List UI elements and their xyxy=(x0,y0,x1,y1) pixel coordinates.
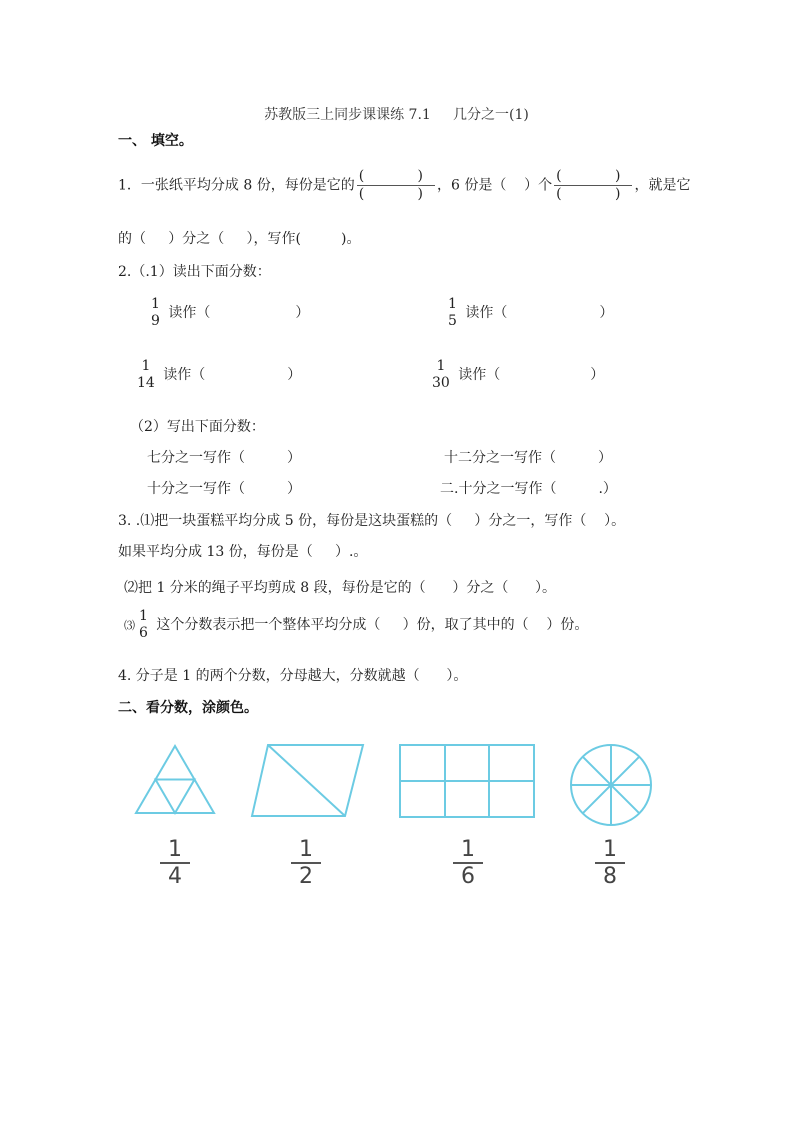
read-item-1[interactable]: 1 9 读作（ ） xyxy=(151,296,310,329)
question-1-text-c: ，就是它 xyxy=(634,177,691,194)
fraction-1-6: 1 6 xyxy=(139,608,148,641)
write-item-1[interactable]: 七分之一写作（ ） xyxy=(147,450,301,466)
triangle-shape[interactable] xyxy=(136,746,214,813)
question-2-sub2-label: （2）写出下面分数： xyxy=(130,419,265,435)
read-item-2[interactable]: 1 5 读作（ ） xyxy=(448,296,614,329)
write-item-4[interactable]: 二.十分之一写作（ .） xyxy=(440,481,617,497)
blank-fraction-2[interactable]: $\frac{( )}{( )}$ xyxy=(556,168,631,202)
question-3-line-4[interactable]: ⑶ 1 6 这个分数表示把一个整体平均分成（ ）份，取了其中的（ ）份。 xyxy=(124,608,589,641)
page-title: 苏教版三上同步课课练 7.1 几分之一(1) xyxy=(264,107,529,123)
blank-fraction-1[interactable]: $\frac{( )}{( )}$ xyxy=(358,168,433,202)
write-item-2[interactable]: 十二分之一写作（ ） xyxy=(444,450,612,466)
fraction-1-14: 1 14 xyxy=(137,358,155,391)
question-4[interactable]: 4. 分子是 1 的两个分数，分母越大，分数就越（ ）。 xyxy=(118,668,468,684)
parallelogram-shape[interactable] xyxy=(252,745,363,816)
fraction-1-5: 1 5 xyxy=(448,296,457,329)
circle-shape[interactable] xyxy=(571,745,651,825)
write-item-3[interactable]: 十分之一写作（ ） xyxy=(147,481,301,497)
shape-fraction-1-8: 1 8 xyxy=(595,838,625,888)
question-2-label: 2.（.1）读出下面分数： xyxy=(118,264,271,280)
question-3-line-3[interactable]: ⑵把 1 分米的绳子平均剪成 8 段，每份是它的（ ）分之（ ）。 xyxy=(124,580,557,596)
question-1-text-a: 1．一张纸平均分成 8 份，每份是它的 xyxy=(118,177,355,194)
read-item-3[interactable]: 1 14 读作（ ） xyxy=(137,358,302,391)
question-3-line-1[interactable]: 3. .⑴把一块蛋糕平均分成 5 份，每份是这块蛋糕的（ ）分之一，写作（ ）。 xyxy=(118,513,626,529)
fraction-1-9: 1 9 xyxy=(151,296,160,329)
section-heading-color: 二、看分数，涂颜色。 xyxy=(118,700,258,716)
question-3-line-2[interactable]: 如果平均分成 13 份，每份是（ ）.。 xyxy=(118,544,368,560)
rectangle-shape[interactable] xyxy=(400,745,534,817)
shape-fraction-1-2: 1 2 xyxy=(291,838,321,888)
section-heading-fill-blank: 一、 填空。 xyxy=(118,133,193,149)
question-1-text-b: ，6 份是（ ）个 xyxy=(437,177,553,194)
question-1-line-2[interactable]: 的（ ）分之（ ），写作( )。 xyxy=(118,231,361,247)
shape-fraction-1-6: 1 6 xyxy=(453,838,483,888)
shape-fraction-1-4: 1 4 xyxy=(160,838,190,888)
fraction-1-30: 1 30 xyxy=(432,358,450,391)
read-item-4[interactable]: 1 30 读作（ ） xyxy=(432,358,605,391)
